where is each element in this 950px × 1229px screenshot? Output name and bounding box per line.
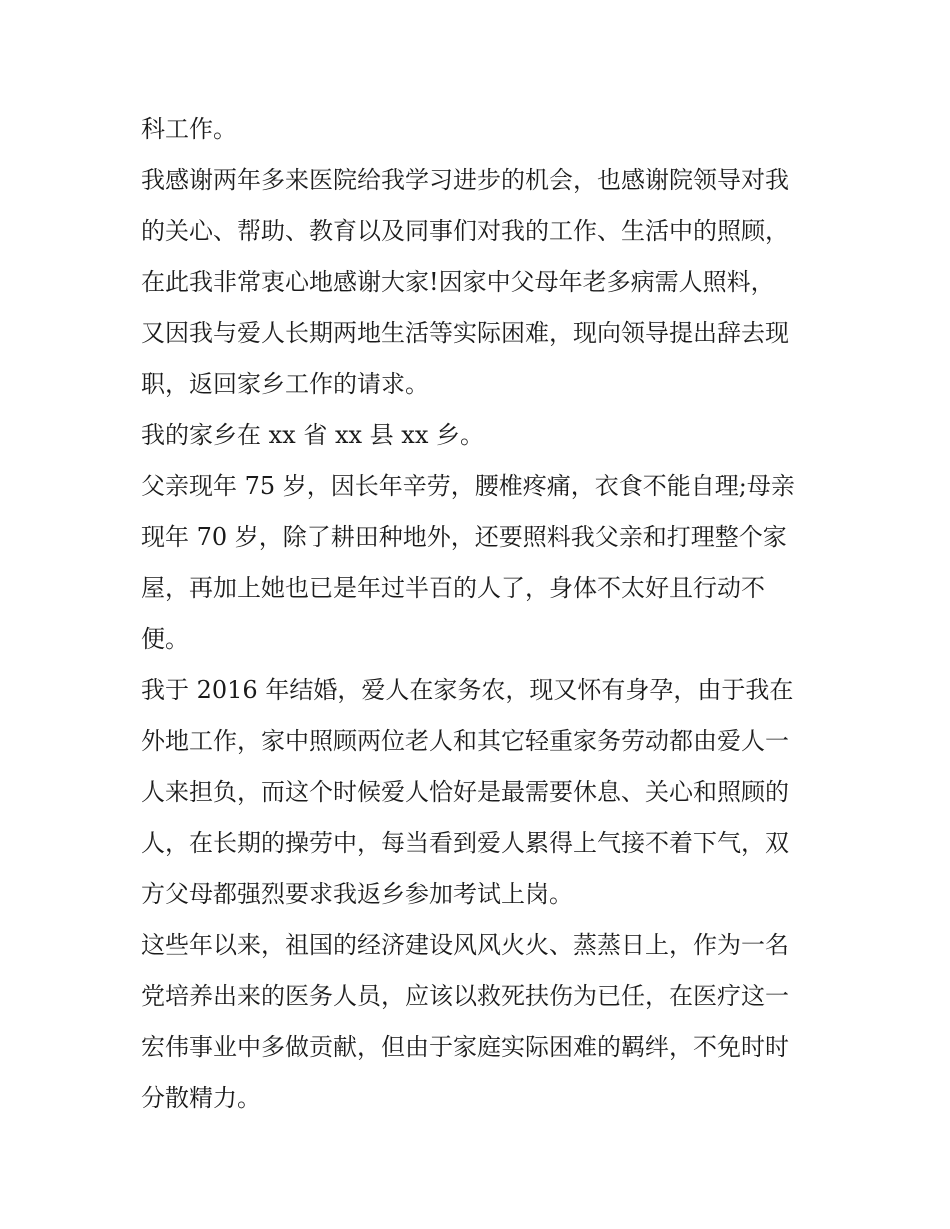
text-line: 屋，再加上她也已是年过半百的人了，身体不太好且行动不 (141, 574, 765, 602)
text-line: 我感谢两年多来医院给我学习进步的机会，也感谢院领导对我 (141, 166, 789, 194)
text-line: 分散精力。 (141, 1084, 261, 1112)
text-line: 职，返回家乡工作的请求。 (141, 370, 429, 398)
text-line: 外地工作，家中照顾两位老人和其它轻重家务劳动都由爱人一 (141, 727, 789, 755)
text-line: 宏伟事业中多做贡献，但由于家庭实际困难的羁绊，不免时时 (141, 1033, 789, 1061)
text-line: 现年 70 岁，除了耕田种地外，还要照料我父亲和打理整个家 (141, 523, 787, 551)
text-line: 我于 2016 年结婚，爱人在家务农，现又怀有身孕，由于我在 (141, 676, 794, 704)
text-line: 父亲现年 75 岁，因长年辛劳，腰椎疼痛，衣食不能自理;母亲 (141, 472, 795, 500)
text-line: 在此我非常衷心地感谢大家!因家中父母年老多病需人照料， (141, 268, 775, 296)
document-body (141, 104, 821, 1124)
text-line: 人来担负，而这个时候爱人恰好是最需要休息、关心和照顾的 (141, 778, 789, 806)
text-line: 这些年以来，祖国的经济建设风风火火、蒸蒸日上，作为一名 (141, 931, 789, 959)
text-line: 的关心、帮助、教育以及同事们对我的工作、生活中的照顾， (141, 217, 789, 245)
text-line: 党培养出来的医务人员，应该以救死扶伤为已任，在医疗这一 (141, 982, 789, 1010)
text-line: 科工作。 (141, 115, 237, 143)
text-line: 方父母都强烈要求我返乡参加考试上岗。 (141, 880, 573, 908)
text-line: 我的家乡在 xx 省 xx 县 xx 乡。 (141, 421, 484, 449)
text-line: 便。 (141, 625, 189, 653)
text-line: 人，在长期的操劳中，每当看到爱人累得上气接不着下气，双 (141, 829, 789, 857)
text-line: 又因我与爱人长期两地生活等实际困难，现向领导提出辞去现 (141, 319, 789, 347)
